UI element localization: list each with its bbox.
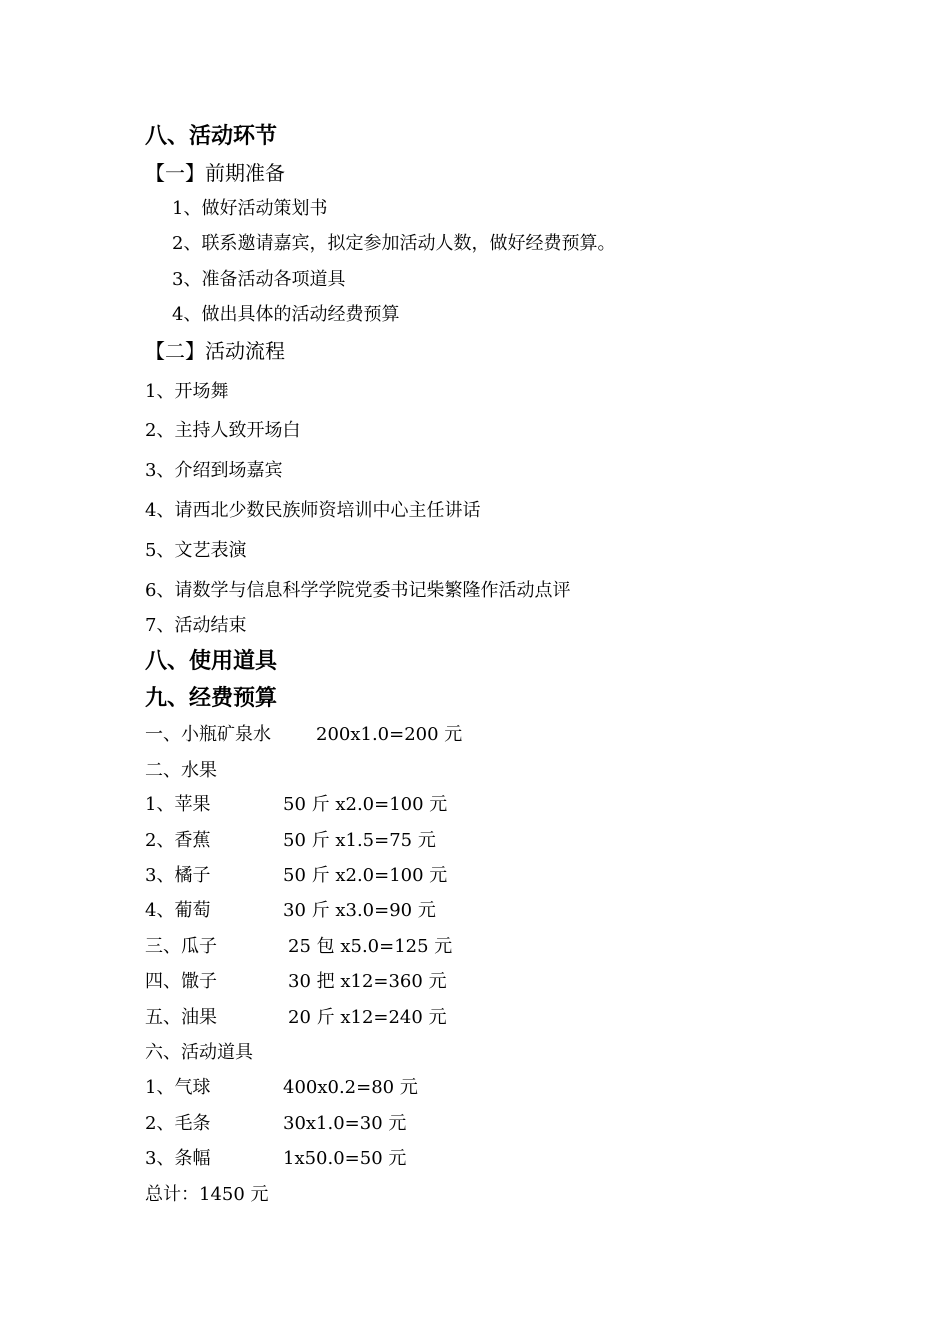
budget-label: 1、气球 bbox=[145, 1077, 211, 1098]
budget-amount: 50 斤 x2.0=100 元 bbox=[283, 865, 448, 886]
budget-label: 三、瓜子 bbox=[145, 936, 217, 957]
budget-label: 3、条幅 bbox=[145, 1148, 211, 1169]
budget-label: 五、油果 bbox=[145, 1007, 217, 1028]
subheading-preparation: 【一】前期准备 bbox=[145, 161, 285, 185]
budget-label: 3、橘子 bbox=[145, 865, 211, 886]
budget-row bbox=[145, 970, 447, 994]
budget-row bbox=[145, 1147, 407, 1171]
budget-amount: 20 斤 x12=240 元 bbox=[288, 1007, 447, 1028]
budget-row bbox=[145, 1006, 447, 1030]
section-heading-props: 八、使用道具 bbox=[145, 649, 278, 674]
budget-amount: 30 斤 x3.0=90 元 bbox=[283, 900, 436, 921]
budget-amount: 200x1.0=200 元 bbox=[316, 724, 463, 745]
subheading-flow: 【二】活动流程 bbox=[145, 339, 285, 363]
budget-amount: 50 斤 x1.5=75 元 bbox=[283, 830, 436, 851]
list-item: 4、请西北少数民族师资培训中心主任讲话 bbox=[145, 500, 481, 521]
budget-row bbox=[145, 829, 436, 853]
list-item: 6、请数学与信息科学学院党委书记柴繁隆作活动点评 bbox=[145, 580, 571, 601]
section-heading-activity: 八、活动环节 bbox=[145, 124, 278, 149]
list-item: 1、开场舞 bbox=[145, 381, 229, 402]
budget-row bbox=[145, 864, 448, 888]
budget-label: 二、水果 bbox=[145, 760, 217, 781]
budget-row bbox=[145, 793, 448, 817]
budget-row bbox=[145, 723, 463, 747]
budget-row bbox=[145, 1076, 418, 1100]
budget-row bbox=[145, 899, 436, 923]
budget-amount: 25 包 x5.0=125 元 bbox=[288, 936, 453, 957]
budget-amount: 400x0.2=80 元 bbox=[283, 1077, 418, 1098]
budget-label: 六、活动道具 bbox=[145, 1042, 253, 1063]
list-item: 2、联系邀请嘉宾，拟定参加活动人数，做好经费预算。 bbox=[172, 233, 616, 254]
budget-label: 4、葡萄 bbox=[145, 900, 211, 921]
budget-amount: 30 把 x12=360 元 bbox=[288, 971, 447, 992]
list-item: 7、活动结束 bbox=[145, 615, 247, 636]
budget-row bbox=[145, 1041, 253, 1065]
budget-label: 2、毛条 bbox=[145, 1113, 211, 1134]
budget-label: 四、馓子 bbox=[145, 971, 217, 992]
list-item: 4、做出具体的活动经费预算 bbox=[172, 304, 400, 325]
budget-row bbox=[145, 1112, 407, 1136]
budget-row bbox=[145, 935, 453, 959]
budget-total: 总计：1450 元 bbox=[145, 1184, 269, 1205]
list-item: 3、准备活动各项道具 bbox=[172, 269, 346, 290]
budget-amount: 50 斤 x2.0=100 元 bbox=[283, 794, 448, 815]
list-item: 5、文艺表演 bbox=[145, 540, 247, 561]
list-item: 2、主持人致开场白 bbox=[145, 420, 301, 441]
budget-amount: 1x50.0=50 元 bbox=[283, 1148, 407, 1169]
budget-amount: 30x1.0=30 元 bbox=[283, 1113, 407, 1134]
budget-label: 1、苹果 bbox=[145, 794, 211, 815]
list-item: 1、做好活动策划书 bbox=[172, 198, 328, 219]
budget-label: 2、香蕉 bbox=[145, 830, 211, 851]
budget-label: 一、小瓶矿泉水 bbox=[145, 724, 271, 745]
section-heading-budget: 九、经费预算 bbox=[145, 686, 278, 711]
budget-row bbox=[145, 759, 217, 783]
list-item: 3、介绍到场嘉宾 bbox=[145, 460, 283, 481]
